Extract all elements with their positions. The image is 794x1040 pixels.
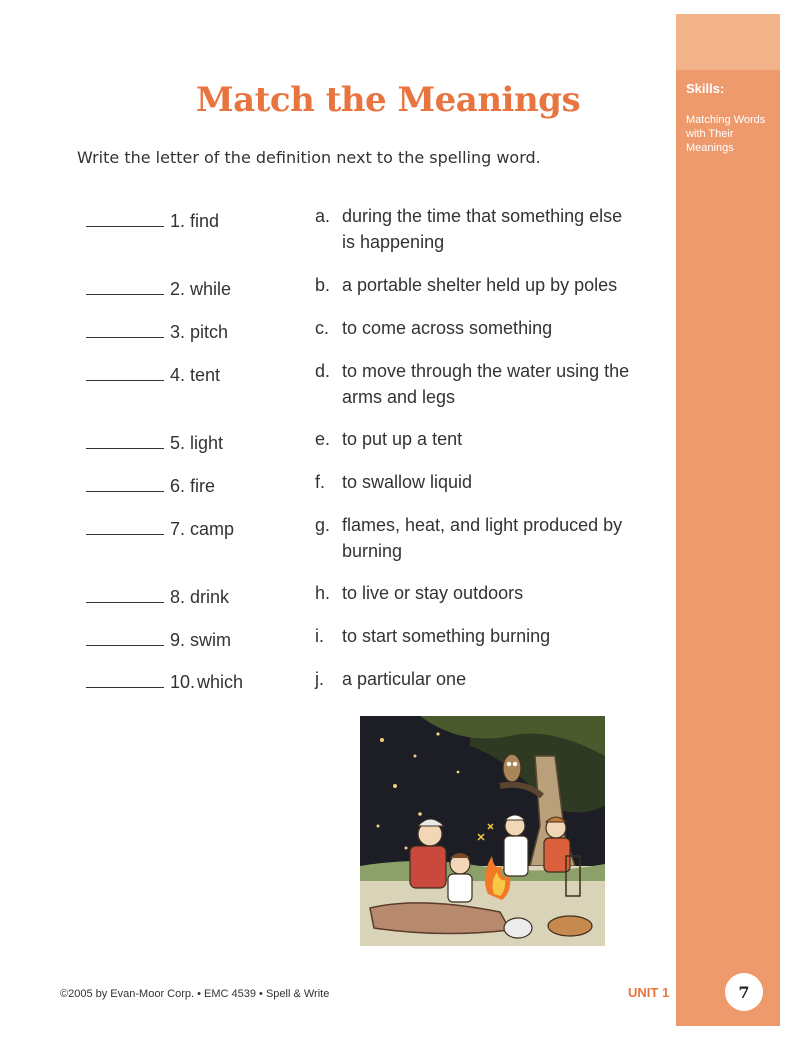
definition-item [315, 666, 665, 692]
definition-letter: f. [315, 472, 326, 492]
word-text: drink [190, 587, 230, 607]
instructions: Write the letter of the definition next to the spelling word. [77, 148, 541, 167]
definition-text: to put up a tent [342, 429, 463, 449]
definition-letter: h. [315, 583, 331, 603]
word-number: 3. [170, 322, 186, 342]
page-title: Match the Meanings [196, 80, 581, 120]
definition-text: to come across something [342, 318, 553, 338]
definition-letter: j. [315, 669, 324, 689]
word-number: 4. [170, 365, 186, 385]
word-item [86, 208, 219, 232]
word-text: camp [190, 519, 235, 539]
definition-text: to swallow liquid [342, 472, 473, 492]
definition-letter: e. [315, 429, 331, 449]
word-number: 5. [170, 433, 186, 453]
answer-blank[interactable] [86, 584, 164, 603]
word-number: 8. [170, 587, 186, 607]
word-item [86, 473, 215, 497]
word-number: 1. [170, 211, 186, 231]
word-text: which [197, 672, 244, 692]
definition-item [315, 203, 665, 255]
word-text: while [190, 279, 232, 299]
word-text: light [190, 433, 224, 453]
definition-item [315, 272, 665, 298]
definition-text: to live or stay outdoors [342, 583, 524, 603]
word-number: 6. [170, 476, 186, 496]
definition-item [315, 315, 665, 341]
definition-text: a portable shelter held up by poles [342, 275, 618, 295]
definition-letter: c. [315, 318, 330, 338]
answer-blank[interactable] [86, 362, 164, 381]
word-text: pitch [190, 322, 229, 342]
definition-text: a particular one [342, 669, 467, 689]
word-item [86, 276, 231, 300]
definition-text: to start something burning [342, 626, 551, 646]
answer-blank[interactable] [86, 516, 164, 535]
word-text: swim [190, 630, 232, 650]
skills-sidebar [676, 14, 780, 1026]
word-item [86, 430, 223, 454]
answer-blank[interactable] [86, 276, 164, 295]
definition-letter: b. [315, 275, 331, 295]
word-number: 9. [170, 630, 186, 650]
word-text: find [190, 211, 220, 231]
answer-blank[interactable] [86, 319, 164, 338]
answer-blank[interactable] [86, 473, 164, 492]
definition-text: during the time that something else is happening [342, 206, 623, 252]
definition-text: to move through the water using the arms and legs [342, 361, 630, 407]
word-item [86, 584, 229, 608]
answer-blank[interactable] [86, 669, 164, 688]
answer-blank[interactable] [86, 208, 164, 227]
word-item [86, 669, 243, 693]
word-number: 10. [170, 672, 196, 692]
definition-letter: g. [315, 515, 331, 535]
word-number: 2. [170, 279, 186, 299]
definition-item [315, 623, 665, 649]
definition-item [315, 512, 665, 564]
skills-description: Matching Words with Their Meanings [686, 114, 766, 154]
footer-copyright: ©2005 by Evan-Moor Corp. • EMC 4539 • Spell & Write [60, 988, 330, 1000]
page-number: 7 [725, 973, 763, 1011]
definition-item [315, 426, 665, 452]
word-text: fire [190, 476, 216, 496]
word-item [86, 362, 220, 386]
definition-letter: d. [315, 361, 331, 381]
word-item [86, 516, 234, 540]
campfire-scene-icon [360, 716, 610, 960]
definition-letter: i. [315, 626, 324, 646]
sidebar-top-band [676, 14, 780, 70]
definition-item [315, 469, 665, 495]
word-item [86, 627, 231, 651]
definition-item [315, 580, 665, 606]
word-text: tent [190, 365, 221, 385]
definition-item [315, 358, 665, 410]
word-number: 7. [170, 519, 186, 539]
definition-letter: a. [315, 206, 331, 226]
unit-label: UNIT 1 [628, 985, 670, 1000]
answer-blank[interactable] [86, 430, 164, 449]
answer-blank[interactable] [86, 627, 164, 646]
skills-heading: Skills: [686, 81, 725, 96]
definition-text: flames, heat, and light produced by burning [342, 515, 623, 561]
word-item [86, 319, 228, 343]
